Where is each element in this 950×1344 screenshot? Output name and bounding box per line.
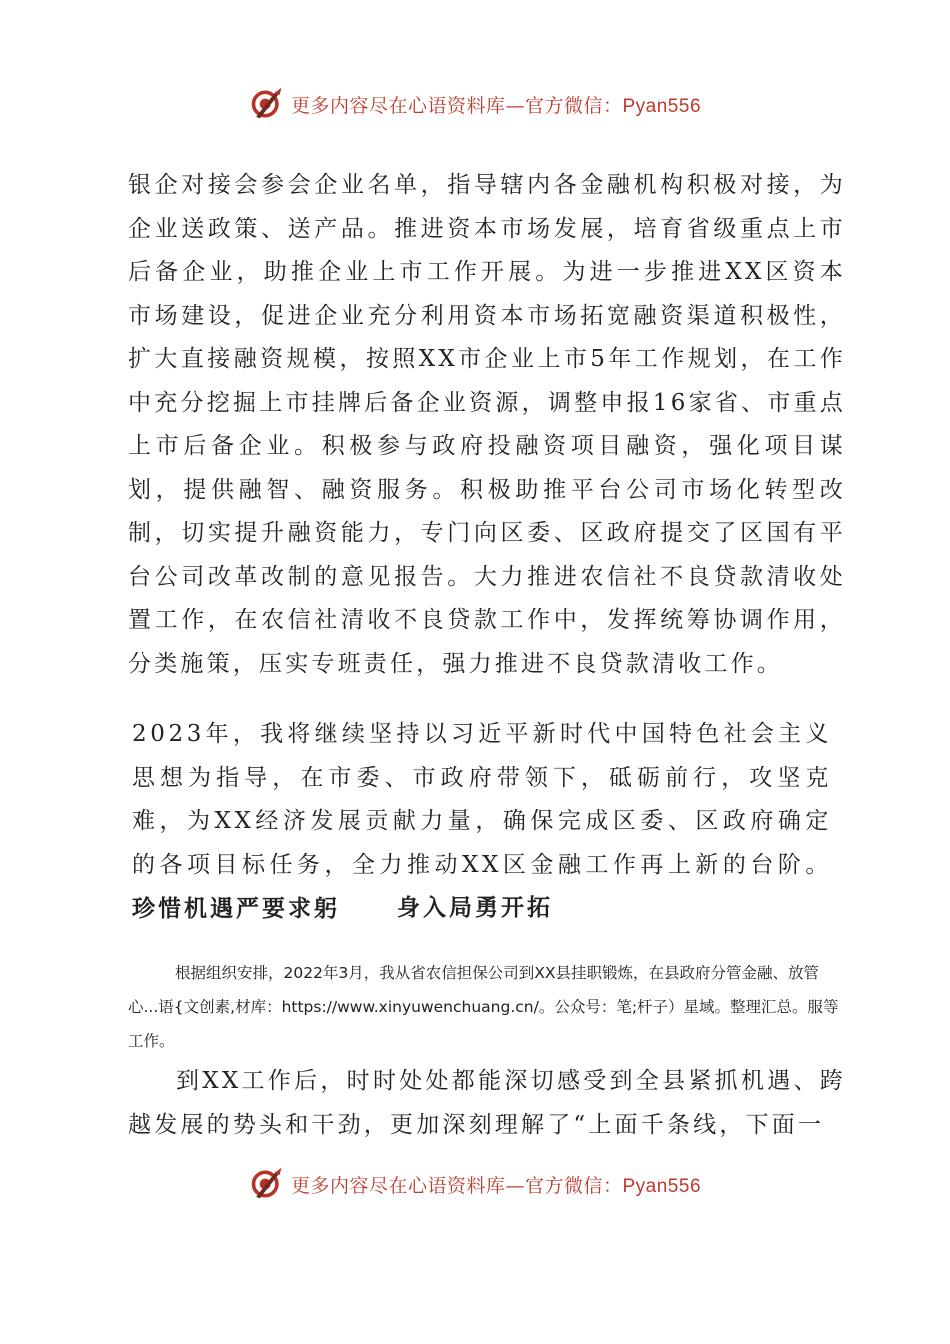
header-banner-inner [249, 86, 701, 122]
header-wechat-id: Pyan556 [622, 95, 702, 117]
footer-banner-label: 更多内容尽在心语资料库—官方微信： [290, 1174, 623, 1197]
body-paragraph-1: 银企对接会参会企业名单，指导辖内各金融机构积极对接，为企业送政策、送产品。推进资本市场发展，培育省级重点上市后备企业，助推企业上市工作开展。为进一步推进XX区资本市场建设，促进企业充分利用资本市场拓宽融资渠道积极性，扩大直接融资规模，按照XX市企业上市5年工作规划，在工作中充分挖掘上市挂牌后备企业资源，调整申报16家省、市重点上市后备企业。积极参与政府投融资项目融资，强化项目谋划，提供融智、融资服务。积极助推平台公司市场化转型改制，切实提升融资能力，专门向区委、区政府提交了区国有平台公司改革改制的意见报告。大力推进农信社不良贷款清收处置工作，在农信社清收不良贷款工作中，发挥统筹协调作用，分类施策，压实专班责任，强力推进不良贷款清收工作。 [128, 172, 846, 677]
body-paragraph-4: 到XX工作后，时时处处都能深切感受到全县紧抓机遇、跨越发展的势头和干劲，更加深刻理解了“上面千条线，下面一 [128, 1068, 846, 1138]
headline-part-2: 身入局勇开拓 [397, 894, 553, 921]
header-banner-text [291, 91, 701, 118]
footer-banner [0, 1162, 950, 1206]
footer-banner-inner [249, 1166, 701, 1202]
header-banner [0, 82, 950, 126]
paragraph-2-text: 2023年，我将继续坚持以习近平新时代中国特色社会主义思想为指导，在市委、市政府带领下，砥砺前行，攻坚克难，为XX经济发展贡献力量，确保完成区委、区政府确定的各项目标任务，全力推动XX区金融工作再上新的台阶。 [132, 721, 832, 878]
header-banner-label: 更多内容尽在心语资料库—官方微信： [290, 94, 623, 117]
footer-banner-text [291, 1171, 701, 1198]
brush-logo-icon [249, 86, 285, 122]
brush-logo-icon [249, 1166, 285, 1202]
headline-part-1: 珍惜机遇严要求躬 [132, 895, 340, 922]
body-paragraph-3: 根据组织安排，2022年3月，我从省农信担保公司到XX县挂职锻炼，在县政府分管金融、放管心...语{文创素,材库：https://www.xinyuwenchuang.cn/。公众号：笔;杆子）星域。整理汇总。服等工作。 [128, 964, 839, 1050]
footer-wechat-id: Pyan556 [622, 1175, 702, 1197]
